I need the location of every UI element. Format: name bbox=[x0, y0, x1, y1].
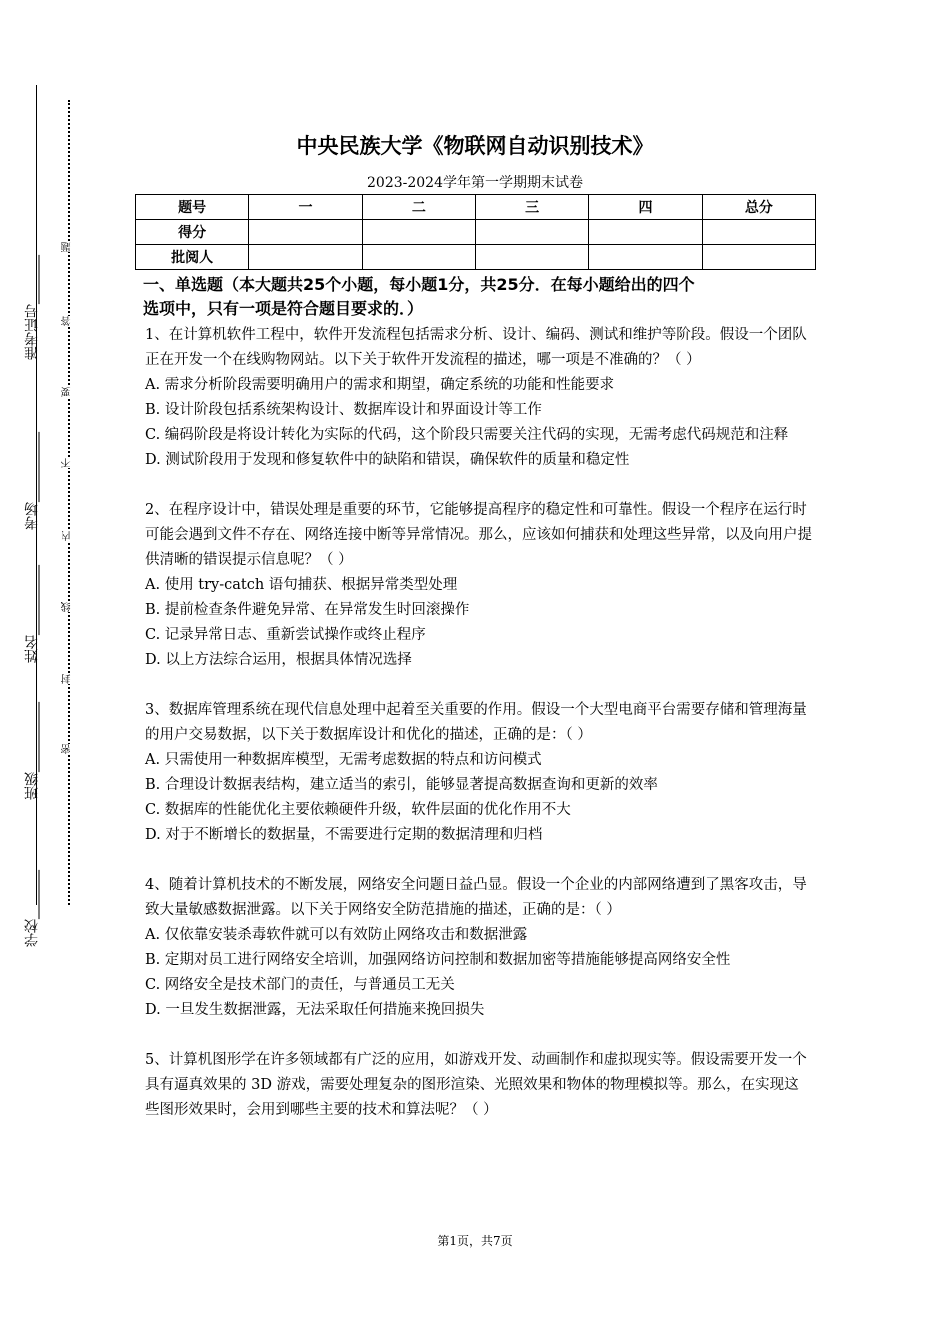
score-table-header-row bbox=[136, 195, 816, 220]
score-cell[interactable] bbox=[249, 220, 362, 245]
reviewer-cell[interactable] bbox=[249, 245, 362, 270]
exam-id-field: 准考证号_______ bbox=[24, 255, 40, 360]
option-b: B. 提前检查条件避免异常、在异常发生时回滚操作 bbox=[145, 602, 470, 618]
reviewer-cell[interactable] bbox=[702, 245, 815, 270]
score-table-header: 总分 bbox=[702, 195, 815, 220]
reviewer-cell[interactable] bbox=[362, 245, 475, 270]
option-d: D. 测试阶段用于发现和修复软件中的缺陷和错误，确保软件的质量和稳定性 bbox=[145, 452, 630, 468]
option-b: B. 设计阶段包括系统架构设计、数据库设计和界面设计等工作 bbox=[145, 402, 542, 418]
score-row-label: 得分 bbox=[136, 220, 249, 245]
reviewer-cell[interactable] bbox=[475, 245, 588, 270]
exam-subtitle: 2023-2024学年第一学期期末试卷 bbox=[367, 175, 583, 191]
reviewer-row-label: 批阅人 bbox=[136, 245, 249, 270]
seal-char: 封 bbox=[62, 674, 76, 684]
question-4 bbox=[145, 873, 813, 1023]
question-stem: 3、数据库管理系统在现代信息处理中起着至关重要的作用。假设一个大型电商平台需要存储和管理海量的用户交易数据，以下关于数据库设计和优化的描述，正确的是：（ ） bbox=[145, 702, 807, 743]
seal-char: 答 bbox=[62, 316, 76, 326]
seal-char: 密 bbox=[62, 744, 76, 754]
score-cell[interactable] bbox=[702, 220, 815, 245]
option-b: B. 定期对员工进行网络安全培训，加强网络访问控制和数据加密等措施能够提高网络安全性 bbox=[145, 952, 731, 968]
question-stem: 4、随着计算机技术的不断发展，网络安全问题日益凸显。假设一个企业的内部网络遭到了黑客攻击，导致大量敏感数据泄露。以下关于网络安全防范措施的描述，正确的是：（ ） bbox=[145, 877, 807, 918]
option-d: D. 一旦发生数据泄露，无法采取任何措施来挽回损失 bbox=[145, 1002, 485, 1018]
score-table-header: 三 bbox=[475, 195, 588, 220]
seal-char: 内 bbox=[62, 531, 76, 541]
option-a: A. 使用 try-catch 语句捕获、根据异常类型处理 bbox=[145, 577, 458, 593]
seal-char: 线 bbox=[62, 602, 76, 612]
score-cell[interactable] bbox=[475, 220, 588, 245]
reviewer-cell[interactable] bbox=[589, 245, 702, 270]
score-row bbox=[136, 220, 816, 245]
school-field: 学校_______ bbox=[24, 870, 40, 947]
question-1 bbox=[145, 323, 813, 473]
question-stem: 5、计算机图形学在许多领域都有广泛的应用，如游戏开发、动画制作和虚拟现实等。假设需要开发一个具有逼真效果的 3D 游戏，需要处理复杂的图形渲染、光照效果和物体的物理模拟等。那么，在实现这些图形效果时，会用到哪些主要的技术和算法呢？（ ） bbox=[145, 1052, 807, 1118]
score-cell[interactable] bbox=[589, 220, 702, 245]
option-d: D. 以上方法综合运用，根据具体情况选择 bbox=[145, 652, 412, 668]
option-b: B. 合理设计数据表结构，建立适当的索引，能够显著提高数据查询和更新的效率 bbox=[145, 777, 658, 793]
score-table-header: 四 bbox=[589, 195, 702, 220]
class-field: 班级__________ bbox=[24, 702, 40, 800]
option-a: A. 仅依靠安装杀毒软件就可以有效防止网络攻击和数据泄露 bbox=[145, 927, 528, 943]
seal-char: 不 bbox=[62, 458, 76, 468]
score-table-header: 题号 bbox=[136, 195, 249, 220]
question-5 bbox=[145, 1048, 813, 1123]
option-d: D. 对于不断增长的数据量，不需要进行定期的数据清理和归档 bbox=[145, 827, 543, 843]
question-3 bbox=[145, 698, 813, 848]
score-table-header: 二 bbox=[362, 195, 475, 220]
score-table-header: 一 bbox=[249, 195, 362, 220]
reviewer-row bbox=[136, 245, 816, 270]
option-c: C. 网络安全是技术部门的责任，与普通员工无关 bbox=[145, 977, 455, 993]
option-c: C. 数据库的性能优化主要依赖硬件升级，软件层面的优化作用不大 bbox=[145, 802, 571, 818]
question-stem: 1、在计算机软件工程中，软件开发流程包括需求分析、设计、编码、测试和维护等阶段。假设一个团队正在开发一个在线购物网站。以下关于软件开发流程的描述，哪一项是不准确的？（ ） bbox=[145, 327, 807, 368]
section-heading: 一、单选题（本大题共25个小题，每小题1分，共25分．在每小题给出的四个 选项中，只有一项是符合题目要求的．） bbox=[143, 275, 695, 318]
option-c: C. 编码阶段是将设计转化为实际的代码，这个阶段只需要关注代码的实现，无需考虑代码规范和注释 bbox=[145, 427, 789, 443]
exam-title: 中央民族大学《物联网自动识别技术》 bbox=[296, 134, 654, 158]
option-a: A. 只需使用一种数据库模型，无需考虑数据的特点和访问模式 bbox=[145, 752, 542, 768]
exam-content bbox=[145, 273, 813, 1148]
seal-char: 题 bbox=[62, 242, 76, 252]
option-c: C. 记录异常日志、重新尝试操作或终止程序 bbox=[145, 627, 426, 643]
score-cell[interactable] bbox=[362, 220, 475, 245]
name-field: 姓名__________ bbox=[24, 565, 40, 663]
page-footer: 第1页，共7页 bbox=[437, 1234, 513, 1248]
score-table bbox=[135, 194, 816, 270]
seal-char: 要 bbox=[62, 387, 76, 397]
question-2 bbox=[145, 498, 813, 673]
exam-room-field: 考场__________ bbox=[24, 432, 40, 530]
option-a: A. 需求分析阶段需要明确用户的需求和期望，确定系统的功能和性能要求 bbox=[145, 377, 615, 393]
binding-dotted-line bbox=[68, 100, 70, 905]
question-stem: 2、在程序设计中，错误处理是重要的环节，它能够提高程序的稳定性和可靠性。假设一个程序在运行时可能会遇到文件不存在、网络连接中断等异常情况。那么，应该如何捕获和处理这些异常，以及向用户提供清晰的错误提示信息呢？（ ） bbox=[145, 502, 812, 568]
